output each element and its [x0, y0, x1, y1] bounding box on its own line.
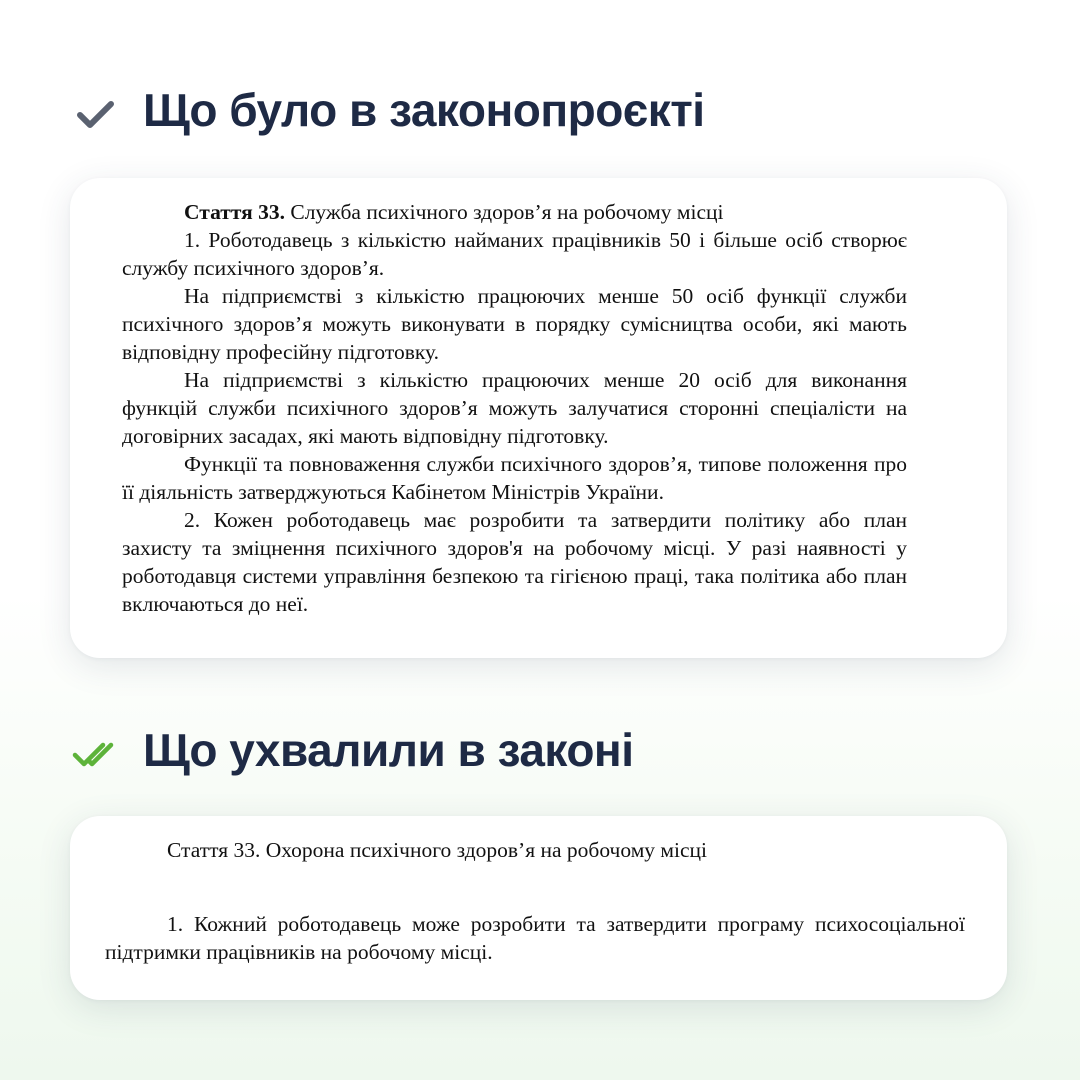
bill-article-heading: Служба психічного здоров’я на робочому місці	[284, 200, 724, 224]
bill-article-title	[122, 198, 907, 226]
bill-paragraph: На підприємстві з кількістю працюючих менше 20 осіб для виконання функцій служби психічного здоров’я можуть залучатися сторонні спеціалісти на договірних засадах, які мають відповідну підготовку.	[122, 368, 907, 448]
bill-paragraph: Функції та повноваження служби психічного здоров’я, типове положення про її діяльність затверджуються Кабінетом Міністрів України.	[122, 452, 907, 504]
bill-paragraph: 1. Роботодавець з кількістю найманих працівників 50 і більше осіб створює службу психічного здоров’я.	[122, 228, 907, 280]
check-icon	[76, 98, 116, 135]
section-title-before: Що було в законопроєкті	[143, 84, 705, 136]
law-paragraph: 1. Кожний роботодавець може розробити та затвердити програму психосоціальної підтримки працівників на робочому місці.	[105, 912, 965, 964]
section-title-after: Що ухвалили в законі	[143, 724, 634, 776]
law-article-text	[105, 836, 965, 966]
bill-article-label: Стаття 33.	[184, 200, 285, 224]
bill-article-text	[122, 198, 907, 618]
bill-article-card	[70, 178, 1007, 658]
double-check-icon	[72, 738, 120, 775]
law-article-title: Стаття 33. Охорона психічного здоров’я на робочому місці	[167, 838, 708, 862]
law-article-card	[70, 816, 1007, 1000]
bill-paragraph: 2. Кожен роботодавець має розробити та затвердити політику або план захисту та зміцнення психічного здоров'я на робочому місці. У разі наявності у роботодавця системи управління безпекою та гігієною праці, така політика або план включаються до неї.	[122, 508, 907, 616]
bill-paragraph: На підприємстві з кількістю працюючих менше 50 осіб функції служби психічного здоров’я можуть виконувати в порядку сумісництва особи, які мають відповідну професійну підготовку.	[122, 284, 907, 364]
